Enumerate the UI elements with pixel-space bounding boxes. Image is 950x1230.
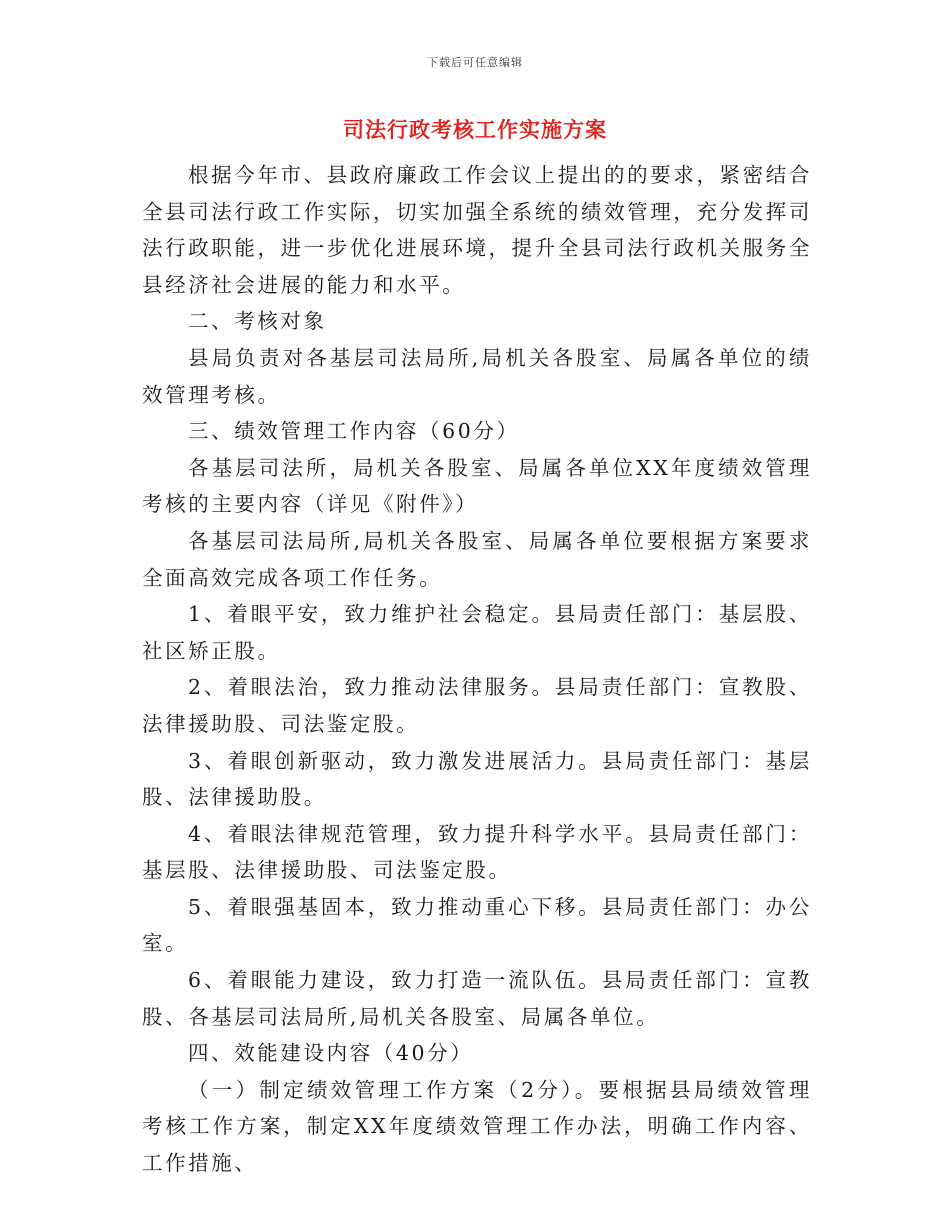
- document-title: 司法行政考核工作实施方案: [343, 117, 607, 142]
- section-heading-assessment-targets: 二、考核对象: [188, 309, 327, 334]
- paragraph-intro: 根据今年市、县政府廉政工作会议上提出的的要求，紧密结合全县司法行政工作实际，切实加强全系统的绩效管理，充分发挥司法行政职能，进一步优化进展环境，提升全县司法行政机关服务全县经济社会进展的能力和水平。: [142, 163, 812, 297]
- list-item-6: 6、着眼能力建设，致力打造一流队伍。县局责任部门：宣教股、各基层司法局所,局机关各股室、局属各单位。: [142, 968, 812, 1029]
- list-item-3: 3、着眼创新驱动，致力激发进展活力。县局责任部门：基层股、法律援助股。: [142, 748, 812, 810]
- header-note: 下载后可任意编辑: [427, 56, 523, 69]
- paragraph-efficiency-1: （一）制定绩效管理工作方案（2分）。要根据县局绩效管理考核工作方案，制定XX年度绩效管理工作办法，明确工作内容、工作措施、: [142, 1077, 812, 1176]
- section-heading-efficiency: 四、效能建设内容（40分）: [188, 1041, 474, 1066]
- list-item-1: 1、着眼平安，致力维护社会稳定。县局责任部门：基层股、社区矫正股。: [142, 602, 812, 663]
- list-item-4: 4、着眼法律规范管理，致力提升科学水平。县局责任部门：基层股、法律援助股、司法鉴定股。: [142, 821, 812, 883]
- paragraph-task-completion: 各基层司法局所,局机关各股室、局属各单位要根据方案要求全面高效完成各项工作任务。: [142, 528, 812, 590]
- paragraph-work-content: 各基层司法所，局机关各股室、局属各单位XX年度绩效管理考核的主要内容（详见《附件》）: [142, 455, 812, 517]
- list-item-5: 5、着眼强基固本，致力推动重心下移。县局责任部门：办公室。: [142, 894, 812, 956]
- paragraph-assessment-targets: 县局负责对各基层司法局所,局机关各股室、局属各单位的绩效管理考核。: [142, 345, 812, 407]
- document-body: [142, 157, 812, 1182]
- section-heading-work-content: 三、绩效管理工作内容（60分）: [188, 419, 520, 444]
- list-item-2: 2、着眼法治，致力推动法律服务。县局责任部门：宣教股、法律援助股、司法鉴定股。: [142, 675, 812, 736]
